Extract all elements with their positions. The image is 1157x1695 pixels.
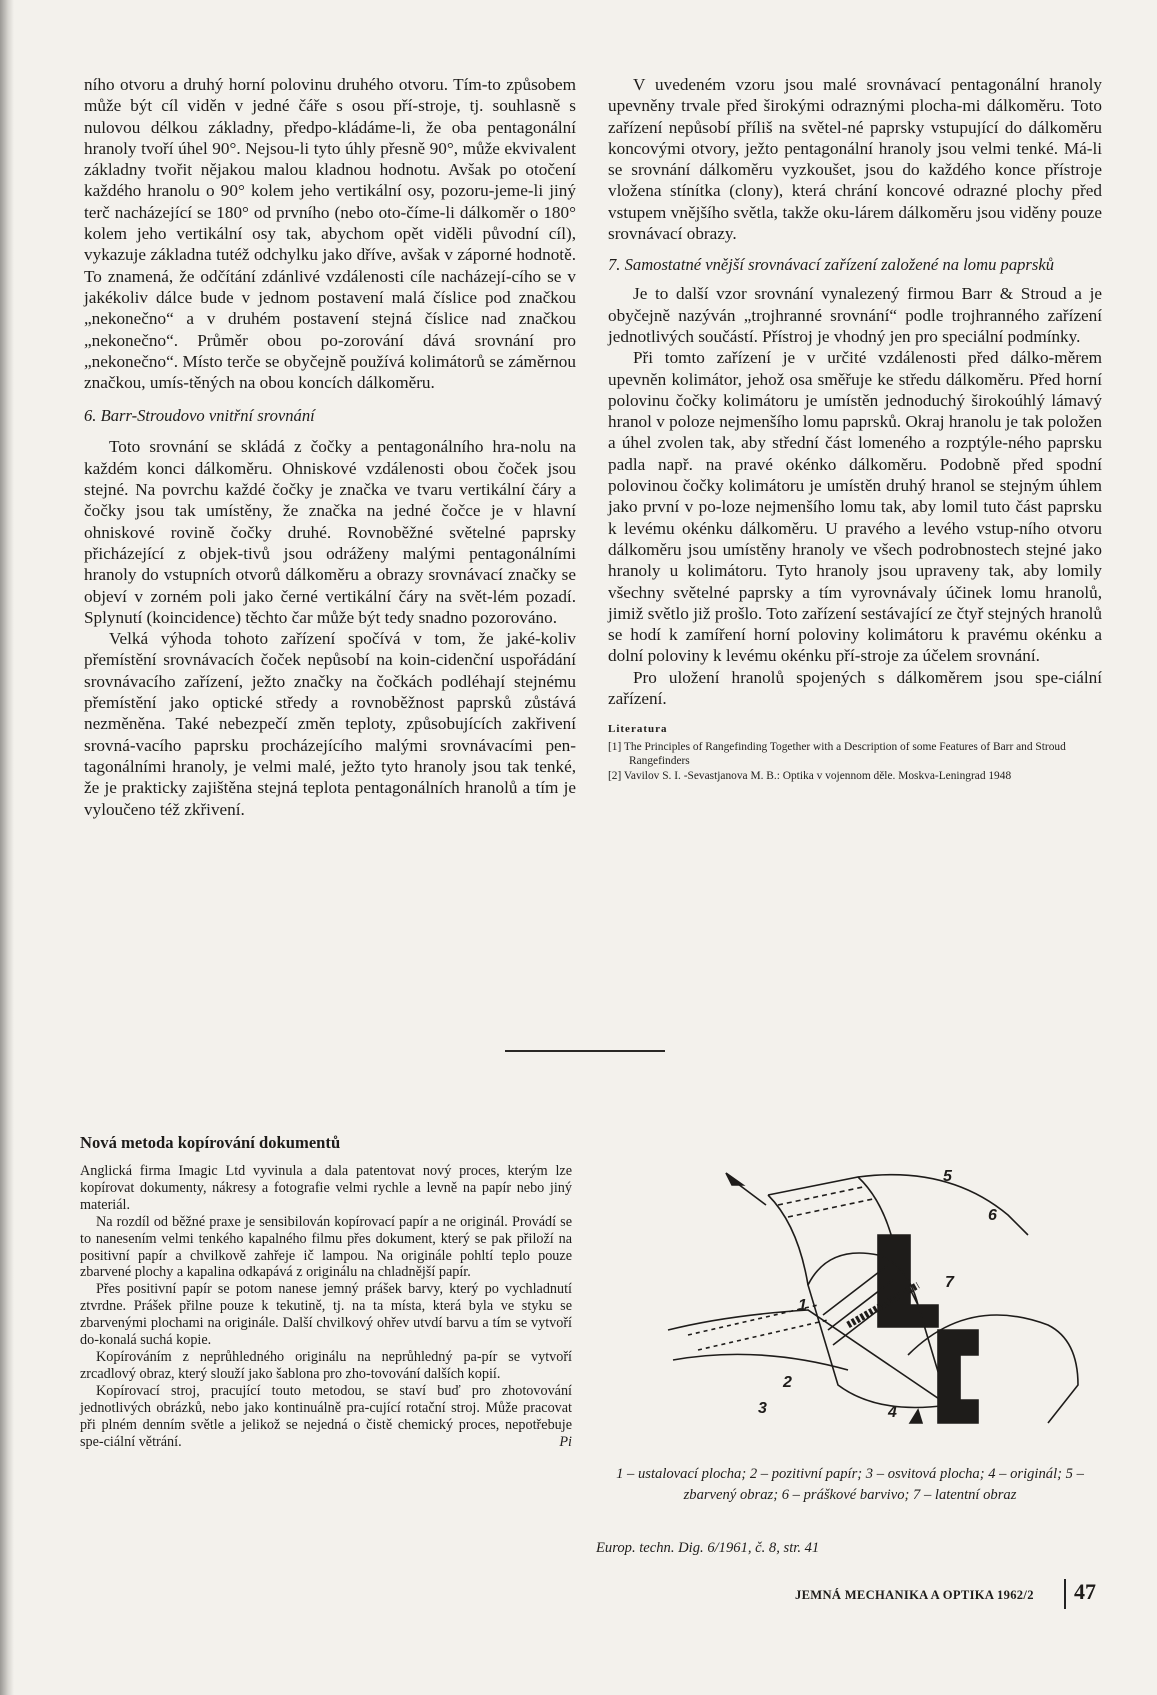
copying-process-figure [648, 1155, 1088, 1430]
lower-sheet-dashes [688, 1305, 828, 1350]
figure-label-7: 7 [945, 1274, 954, 1291]
article-paragraph-4: Kopírováním z neprůhledného originálu na neprůhledný pa-pír se vytvoří zrcadlový obraz, který slouží jako šablona pro zho-tovování dalších kopií. [80, 1348, 572, 1382]
exposure-plane-line [673, 1354, 848, 1370]
figure-label-4: 4 [888, 1404, 897, 1421]
article-separator [505, 1050, 665, 1052]
left-paragraph-1: ního otvoru a druhý horní polovinu druhého otvoru. Tím-to způsobem může být cíl viděn v jedné čáře s osou pří-stroje, tj. souhlasně s nulovou délkou základny, předpo-kládáme-li, že oba pentagonální hranoly tvoří úhel 90°. Nejsou-li tyto úhly přesně 90°, může ekvivalent základny tvořit nějakou malou kladnou hodnotu. Avšak po otočení každého hranolu o 90° kolem jeho vertikální osy, pozoru-jeme-li jiný terč nacházející se 180° od prvního (nebo oto-číme-li dálkoměr o 180° kolem jeho vertikální osy tak, abychom opět viděli původní cíl), vykazuje základna tutéž odchylku jako dříve, avšak v záporné hodnotě. To znamená, že odčítání zdánlivé vzdálenosti cíle nacházejí-cího se v jakékoliv dálce bude v jednom postavení malá číslice pod značkou „nekonečno“ a v druhém postavení stejná číslice nad značkou „nekonečno“. Průměr obou po-zorování dává srovnání pro „nekonečno“. Místo terče se obyčejně používá kolimátorů se záměrnou značkou, umís-těných na obou koncích dálkoměru. [84, 75, 576, 393]
article-paragraph-2: Na rozdíl od běžné praxe je sensibilován kopírovací papír a ne originál. Provádí se to nanesením velmi tenkého kapalného filmu přes dokument, který se pak přiloží na positivní papír a chvilkově zahřeje ič lampou. Na originále pohltí teplo pouze zbarvené plochy a kapalina odkapává z originálu na chladnější papír. [80, 1213, 572, 1281]
footer-divider [1064, 1579, 1066, 1609]
article-paragraph-5-text: Kopírovací stroj, pracující touto metodou, se staví buď pro zhotovování jednotlivých obrázků, nebo jako kontinuálně pra-cující rotační stroj. Může pracovat při plném denním světle a jelikož se nejedná o čistě chemický proces, nepotřebuje spe-ciální větrání. [80, 1382, 572, 1450]
upper-sheet-dashes [778, 1187, 873, 1217]
article-signature: Pi [559, 1433, 572, 1450]
figure-label-5: 5 [943, 1168, 952, 1185]
article-paragraph-3: Přes positivní papír se potom nanese jemný prášek barvy, který po vychladnutí ztvrdne. Prášek přilne pouze k tekutině, tj. na ta místa, která byla ve styku se zbarvenými plochami na originále. Další chvilkový ohřev utvdí barvu a tím se vytvoří do-konalá suchá kopie. [80, 1281, 572, 1349]
left-column [84, 74, 576, 820]
original-letter-bottom [938, 1330, 978, 1423]
right-paragraph-2: Je to další vzor srovnání vynalezený firmou Barr & Stroud a je obyčejně nazýván „trojhranné srovnání“ podle trojhranného zařízení jednotlivých součástí. Přístroj je vhodný jen pro speciální podmínky. [608, 284, 1102, 346]
article-paragraph-5 [80, 1383, 572, 1451]
section-7-heading: 7. Samostatné vnější srovnávací zařízení založené na lomu paprsků [608, 255, 1054, 275]
left-paragraph-3: Velká výhoda tohoto zařízení spočívá v tom, že jaké-koliv přemístění srovnávacích čoček nepůsobí na koin-cidenční uspořádání srovnávacího zařízení, ježto značky na čočkách podléhají stejnému přemístění jako optické středy a rovnoběžnost paprsků zůstává nezměněna. Také nebezpečí změn teploty, způsobujících zakřivení srovná-vacího paprsku procházejícího malými srovnávacími pen-tagonálními hranoly, je velmi malé, ježto tyto hranoly jsou tak tenké, že je prakticky zajištěna stejná teplota pentagonálních hranolů a tím je vyloučeno též zkřivení. [84, 629, 576, 819]
figure-label-3: 3 [758, 1400, 767, 1417]
figure-label-1: 1 [798, 1297, 807, 1314]
left-paragraph-2: Toto srovnání se skládá z čočky a pentagonálního hra-nolu na každém konci dálkoměru. Ohniskové vzdálenosti obou čoček jsou stejné. Na povrchu každé čočky je značka ve tvaru vertikální čáry a čočky jsou tak umístěny, že značka na jedné čočce je v hlavní ohniskové rovině čočky druhé. Rovnoběžné světelné paprsky přicházející z objek-tivů jsou odráženy malými pentagonálními hranoly do vstupních otvorů dálkoměru a obrazy srovnávací značky se objeví v zorném poli jako černé vertikální čáry na svět-lém pozadí. Splynutí (koincidence) těchto čar může být tedy snadno pozorováno. [84, 437, 576, 627]
page-binding-shadow [0, 0, 14, 1695]
right-paragraph-4: Pro uložení hranolů spojených s dálkoměrem jsou spe-ciální zařízení. [608, 667, 1102, 709]
reference-2: [2] Vavilov S. I. -Sevastjanova M. B.: Optika v vojennom děle. Moskva-Leningrad 1948 [608, 770, 1012, 783]
figure-label-2: 2 [783, 1374, 792, 1391]
right-paragraph-3: Při tomto zařízení je v určité vzdálenosti před dálko-měrem upevněn kolimátor, jehož osa směřuje ke středu dálkoměru. Před horní polovinu čočky kolimátoru je umístěn jednoduchý širokoúhlý lámavý hranol v poloze nejmenšího lomu paprsků. Okraj hranolu je tak položen a úhel zvolen tak, aby střední část lomeného a rozptýle-ného paprsku padla např. na pravé okénko dálkoměru. Podobně před spodní polovinou čočky kolimátoru je umístěn druhý hranol se stejným úhlem jako první v po-loze nejmenšího lomu tak, aby lomil tuto část paprsku k levému okénku dálkoměru. U pravého a levého vstup-ního otvoru dálkoměru jsou umístěny hranoly ve všech podrobnostech stejné jako hranoly u kolimátoru. Tyto hranoly jsou upraveny tak, aby lomily všechny světelné paprsky a tím vyrovnávaly účinek lomu hranolů, jimiž světlo již prošlo. Toto zařízení sestávající ze čtyř stejných hranolů se hodí k zamíření horní poloviny kolimátoru k pravému okénku a dolní poloviny k levému okénku pří-stroje za účelem srovnání. [608, 348, 1103, 666]
literature-heading: Literatura [608, 723, 668, 736]
figure-source: Europ. techn. Dig. 6/1961, č. 8, str. 41 [596, 1540, 820, 1556]
right-paragraph-1: V uvedeném vzoru jsou malé srovnávací pentagonální hranoly upevněny trvale před širokými odraznými plocha-mi dálkoměru. Toto zařízení nepůsobí příliš na světel-né paprsky vstupující do dálkoměru koncovými otvory, ježto pentagonální hranoly jsou velmi tenké. Má-li se srovnání dálkoměru vyzkoušet, jsou do každého konce přístroje vložena stínítka (clony), která chrání koncové odrazné plochy před vstupem vnějšího světla, takže oku-lárem dálkoměru jsou viděny pouze srovnávací obrazy. [608, 75, 1102, 244]
right-column [608, 74, 1102, 786]
figure-caption: 1 – ustalovací plocha; 2 – pozitivní papír; 3 – osvitová plocha; 4 – originál; 5 – zbarvený obraz; 6 – práškové barvivo; 7 – latentní obraz [616, 1466, 1084, 1503]
article-body [80, 1163, 572, 1450]
reference-1: [1] The Principles of Rangefinding Together with a Description of some Features of Barr and Stroud Rangefinders [608, 741, 1066, 767]
arrow-top-left-shaft [734, 1181, 766, 1205]
article-paragraph-1: Anglická firma Imagic Ltd vyvinula a dala patentovat nový proces, kterým lze kopírovat dokumenty, nákresy a fotografie velmi rychle a levně na papír nebo jiný materiál. [80, 1163, 572, 1213]
upper-sheet-left-edge [768, 1195, 808, 1285]
arrow-top-left [726, 1173, 743, 1185]
arrow-bottom [910, 1410, 922, 1423]
section-6-heading: 6. Barr-Stroudovo vnitřní srovnání [84, 406, 315, 426]
page-number: 47 [1074, 1579, 1096, 1604]
figure-label-6: 6 [988, 1207, 997, 1224]
journal-footer: JEMNÁ MECHANIKA A OPTIKA 1962/2 [795, 1588, 1034, 1602]
article-title: Nová metoda kopírování dokumentů [80, 1133, 341, 1152]
